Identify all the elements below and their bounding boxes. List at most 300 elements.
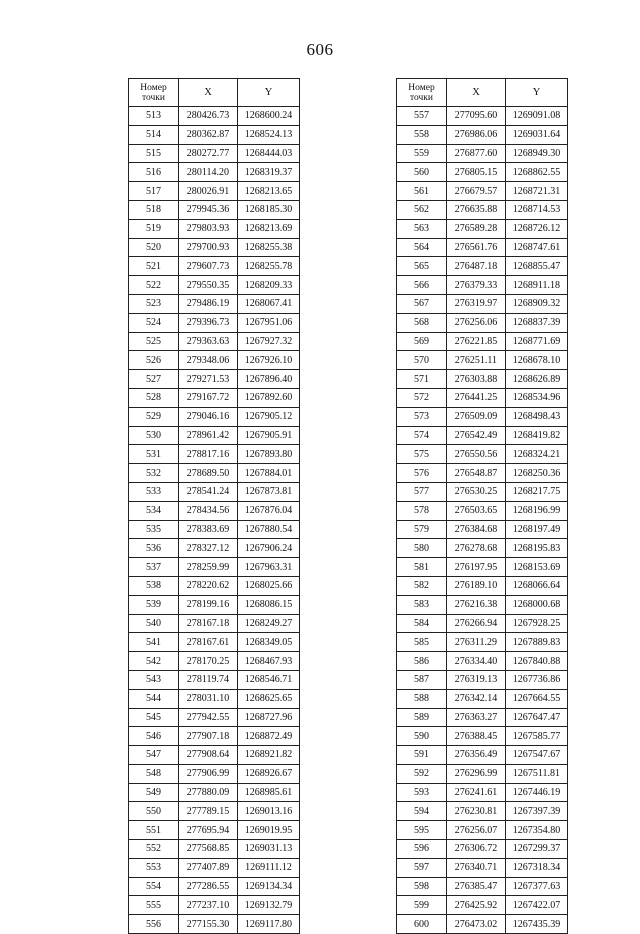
point-number-cell: 525 [129,332,179,351]
point-number-cell: 524 [129,313,179,332]
x-coordinate-cell: 277907.18 [179,727,238,746]
point-number-cell: 527 [129,370,179,389]
y-coordinate-cell: 1268209.33 [238,276,300,295]
table-row [129,464,300,483]
y-coordinate-cell: 1268600.24 [238,107,300,126]
x-coordinate-cell: 276384.68 [447,520,506,539]
y-coordinate-cell: 1267876.04 [238,501,300,520]
x-coordinate-cell: 276230.81 [447,802,506,821]
y-coordinate-cell: 1267446.19 [506,783,568,802]
point-number-cell: 535 [129,520,179,539]
table-row [397,670,568,689]
table-row [129,520,300,539]
y-coordinate-cell: 1267884.01 [238,464,300,483]
y-coordinate-cell: 1268217.75 [506,482,568,501]
table-row [129,896,300,915]
table-row [397,464,568,483]
y-coordinate-cell: 1268855.47 [506,257,568,276]
x-coordinate-cell: 276487.18 [447,257,506,276]
y-header: Y [238,79,300,107]
y-coordinate-cell: 1268255.38 [238,238,300,257]
x-coordinate-cell: 280026.91 [179,182,238,201]
point-number-cell: 543 [129,670,179,689]
x-coordinate-cell: 278383.69 [179,520,238,539]
y-coordinate-cell: 1268771.69 [506,332,568,351]
x-coordinate-cell: 276221.85 [447,332,506,351]
table-row [397,520,568,539]
y-coordinate-cell: 1269134.34 [238,877,300,896]
point-number-cell: 564 [397,238,447,257]
y-coordinate-cell: 1267873.81 [238,482,300,501]
x-header: X [447,79,506,107]
x-coordinate-cell: 278170.25 [179,652,238,671]
point-number-cell: 593 [397,783,447,802]
point-header-line2: точки [409,92,433,103]
table-row [397,652,568,671]
point-number-cell: 588 [397,689,447,708]
y-coordinate-cell: 1268000.68 [506,595,568,614]
y-coordinate-cell: 1268524.13 [238,125,300,144]
y-coordinate-cell: 1268419.82 [506,426,568,445]
y-coordinate-cell: 1269031.64 [506,125,568,144]
y-coordinate-cell: 1267422.07 [506,896,568,915]
x-coordinate-cell: 276877.60 [447,144,506,163]
y-coordinate-cell: 1268086.15 [238,595,300,614]
y-coordinate-cell: 1268153.69 [506,558,568,577]
point-number-cell: 592 [397,764,447,783]
x-coordinate-cell: 278327.12 [179,539,238,558]
table-row [397,163,568,182]
table-row [397,125,568,144]
x-coordinate-cell: 276319.13 [447,670,506,689]
y-coordinate-cell: 1268250.36 [506,464,568,483]
point-number-cell: 528 [129,388,179,407]
x-coordinate-cell: 279348.06 [179,351,238,370]
point-number-cell: 569 [397,332,447,351]
y-coordinate-cell: 1269132.79 [238,896,300,915]
y-coordinate-cell: 1267889.83 [506,633,568,652]
y-coordinate-cell: 1267905.91 [238,426,300,445]
x-coordinate-cell: 276379.33 [447,276,506,295]
y-coordinate-cell: 1267435.39 [506,915,568,934]
y-coordinate-cell: 1268534.96 [506,388,568,407]
x-coordinate-cell: 276256.06 [447,313,506,332]
x-coordinate-cell: 280362.87 [179,125,238,144]
y-coordinate-cell: 1267547.67 [506,746,568,765]
table-row [397,896,568,915]
y-coordinate-cell: 1269013.16 [238,802,300,821]
x-coordinate-cell: 277568.85 [179,840,238,859]
table-row [129,200,300,219]
table-body-right [397,107,568,934]
y-coordinate-cell: 1268195.83 [506,539,568,558]
y-coordinate-cell: 1268721.31 [506,182,568,201]
y-coordinate-cell: 1267397.39 [506,802,568,821]
table-row [129,783,300,802]
y-coordinate-cell: 1267299.37 [506,840,568,859]
table-row [397,200,568,219]
x-coordinate-cell: 277407.89 [179,858,238,877]
point-header-line1: Номер [140,82,167,93]
x-coordinate-cell: 279803.93 [179,219,238,238]
table-row [129,840,300,859]
y-coordinate-cell: 1267377.63 [506,877,568,896]
point-number-cell: 583 [397,595,447,614]
y-coordinate-cell: 1267736.86 [506,670,568,689]
x-coordinate-cell: 276986.06 [447,125,506,144]
y-coordinate-cell: 1268926.67 [238,764,300,783]
x-coordinate-cell: 279167.72 [179,388,238,407]
y-coordinate-cell: 1268197.49 [506,520,568,539]
table-row [397,238,568,257]
point-number-cell: 554 [129,877,179,896]
y-coordinate-cell: 1268837.39 [506,313,568,332]
point-number-cell: 517 [129,182,179,201]
table-row [129,802,300,821]
x-coordinate-cell: 277942.55 [179,708,238,727]
table-row [397,107,568,126]
y-coordinate-cell: 1267840.88 [506,652,568,671]
coordinates-table-left [128,78,300,934]
point-number-cell: 531 [129,445,179,464]
point-number-cell: 536 [129,539,179,558]
table-row [397,351,568,370]
table-row [397,595,568,614]
point-number-cell: 585 [397,633,447,652]
table-row [129,426,300,445]
point-number-cell: 584 [397,614,447,633]
point-number-cell: 542 [129,652,179,671]
table-row [129,727,300,746]
point-number-cell: 519 [129,219,179,238]
y-coordinate-cell: 1267963.31 [238,558,300,577]
y-coordinate-cell: 1268444.03 [238,144,300,163]
point-number-cell: 590 [397,727,447,746]
x-coordinate-cell: 278167.18 [179,614,238,633]
point-header-line2: точки [141,92,165,103]
x-coordinate-cell: 279607.73 [179,257,238,276]
x-coordinate-cell: 277695.94 [179,821,238,840]
y-header: Y [506,79,568,107]
x-coordinate-cell: 279271.53 [179,370,238,389]
x-header: X [179,79,238,107]
table-row [129,276,300,295]
y-coordinate-cell: 1268324.21 [506,445,568,464]
point-number-cell: 582 [397,576,447,595]
y-coordinate-cell: 1268921.82 [238,746,300,765]
point-number-cell: 570 [397,351,447,370]
x-coordinate-cell: 276509.09 [447,407,506,426]
table-row [397,840,568,859]
x-coordinate-cell: 276550.56 [447,445,506,464]
table-row [397,614,568,633]
table-row [129,858,300,877]
table-row [397,727,568,746]
x-coordinate-cell: 276303.88 [447,370,506,389]
x-coordinate-cell: 278541.24 [179,482,238,501]
y-coordinate-cell: 1268025.66 [238,576,300,595]
point-number-cell: 553 [129,858,179,877]
x-coordinate-cell: 279700.93 [179,238,238,257]
table-row [129,915,300,934]
point-number-cell: 550 [129,802,179,821]
y-coordinate-cell: 1267893.80 [238,445,300,464]
point-number-cell: 538 [129,576,179,595]
x-coordinate-cell: 279363.63 [179,332,238,351]
y-coordinate-cell: 1268909.32 [506,294,568,313]
y-coordinate-cell: 1269111.12 [238,858,300,877]
point-number-cell: 526 [129,351,179,370]
table-row [397,388,568,407]
x-coordinate-cell: 276542.49 [447,426,506,445]
point-number-cell: 573 [397,407,447,426]
table-row [129,539,300,558]
table-row [129,558,300,577]
x-coordinate-cell: 277095.60 [447,107,506,126]
x-coordinate-cell: 278689.50 [179,464,238,483]
x-coordinate-cell: 276548.87 [447,464,506,483]
table-row [129,501,300,520]
table-row [129,877,300,896]
y-coordinate-cell: 1269031.13 [238,840,300,859]
x-coordinate-cell: 276296.99 [447,764,506,783]
table-row [397,445,568,464]
x-coordinate-cell: 276356.49 [447,746,506,765]
x-coordinate-cell: 278119.74 [179,670,238,689]
point-number-cell: 565 [397,257,447,276]
x-coordinate-cell: 280272.77 [179,144,238,163]
y-coordinate-cell: 1267905.12 [238,407,300,426]
y-coordinate-cell: 1268626.89 [506,370,568,389]
table-row [129,633,300,652]
table-row [129,388,300,407]
y-coordinate-cell: 1268911.18 [506,276,568,295]
point-number-cell: 513 [129,107,179,126]
point-number-cell: 591 [397,746,447,765]
x-coordinate-cell: 278817.16 [179,445,238,464]
table-row [129,294,300,313]
y-coordinate-cell: 1268747.61 [506,238,568,257]
point-number-cell: 551 [129,821,179,840]
x-coordinate-cell: 277155.30 [179,915,238,934]
table-row [397,257,568,276]
y-coordinate-cell: 1268862.55 [506,163,568,182]
x-coordinate-cell: 278259.99 [179,558,238,577]
y-coordinate-cell: 1268726.12 [506,219,568,238]
point-number-cell: 521 [129,257,179,276]
y-coordinate-cell: 1267928.25 [506,614,568,633]
point-number-cell: 567 [397,294,447,313]
y-coordinate-cell: 1267906.24 [238,539,300,558]
x-coordinate-cell: 276561.76 [447,238,506,257]
point-number-cell: 548 [129,764,179,783]
x-coordinate-cell: 278220.62 [179,576,238,595]
x-coordinate-cell: 276189.10 [447,576,506,595]
x-coordinate-cell: 277237.10 [179,896,238,915]
page-number: 606 [306,40,334,59]
point-number-cell: 529 [129,407,179,426]
x-coordinate-cell: 277906.99 [179,764,238,783]
table-row [129,144,300,163]
x-coordinate-cell: 276266.94 [447,614,506,633]
table-row [397,294,568,313]
table-row [397,783,568,802]
y-coordinate-cell: 1267880.54 [238,520,300,539]
table-row [397,182,568,201]
x-coordinate-cell: 276363.27 [447,708,506,727]
point-number-cell: 596 [397,840,447,859]
table-row [129,764,300,783]
table-row [397,558,568,577]
x-coordinate-cell: 279486.19 [179,294,238,313]
point-number-cell: 561 [397,182,447,201]
point-number-cell: 599 [397,896,447,915]
point-number-cell: 562 [397,200,447,219]
y-coordinate-cell: 1267896.40 [238,370,300,389]
point-number-cell: 563 [397,219,447,238]
table-row [129,182,300,201]
y-coordinate-cell: 1267664.55 [506,689,568,708]
x-coordinate-cell: 276197.95 [447,558,506,577]
y-coordinate-cell: 1268949.30 [506,144,568,163]
table-row [397,276,568,295]
y-coordinate-cell: 1268213.65 [238,182,300,201]
table-row [129,689,300,708]
x-coordinate-cell: 276805.15 [447,163,506,182]
x-coordinate-cell: 276530.25 [447,482,506,501]
y-coordinate-cell: 1268213.69 [238,219,300,238]
x-coordinate-cell: 276216.38 [447,595,506,614]
x-coordinate-cell: 276441.25 [447,388,506,407]
table-row [129,708,300,727]
table-row [129,746,300,765]
table-row [397,407,568,426]
table-row [397,539,568,558]
y-coordinate-cell: 1268872.49 [238,727,300,746]
y-coordinate-cell: 1268349.05 [238,633,300,652]
table-row [397,332,568,351]
point-number-cell: 572 [397,388,447,407]
table-row [397,764,568,783]
x-coordinate-cell: 277789.15 [179,802,238,821]
x-coordinate-cell: 276425.92 [447,896,506,915]
table-row [397,219,568,238]
point-number-cell: 541 [129,633,179,652]
point-number-cell: 566 [397,276,447,295]
y-coordinate-cell: 1267354.80 [506,821,568,840]
y-coordinate-cell: 1268319.37 [238,163,300,182]
y-coordinate-cell: 1268727.96 [238,708,300,727]
x-coordinate-cell: 276635.88 [447,200,506,219]
y-coordinate-cell: 1268714.53 [506,200,568,219]
point-number-cell: 555 [129,896,179,915]
point-number-cell: 530 [129,426,179,445]
y-coordinate-cell: 1267892.60 [238,388,300,407]
table-row [397,858,568,877]
point-number-cell: 532 [129,464,179,483]
y-coordinate-cell: 1268067.41 [238,294,300,313]
point-number-cell: 578 [397,501,447,520]
point-header-line1: Номер [408,82,435,93]
x-coordinate-cell: 276256.07 [447,821,506,840]
table-row [129,482,300,501]
x-coordinate-cell: 276241.61 [447,783,506,802]
table-row [129,332,300,351]
y-coordinate-cell: 1268678.10 [506,351,568,370]
x-coordinate-cell: 276311.29 [447,633,506,652]
point-number-cell: 557 [397,107,447,126]
table-row [129,351,300,370]
table-row [129,595,300,614]
table-row [129,407,300,426]
point-number-cell: 518 [129,200,179,219]
x-coordinate-cell: 278167.61 [179,633,238,652]
y-coordinate-cell: 1268625.65 [238,689,300,708]
table-row [397,633,568,652]
table-row [129,257,300,276]
x-coordinate-cell: 277880.09 [179,783,238,802]
point-number-cell: 534 [129,501,179,520]
y-coordinate-cell: 1268185.30 [238,200,300,219]
point-number-cell: 571 [397,370,447,389]
x-coordinate-cell: 279550.35 [179,276,238,295]
point-number-cell: 522 [129,276,179,295]
y-coordinate-cell: 1268066.64 [506,576,568,595]
y-coordinate-cell: 1268249.27 [238,614,300,633]
table-row [129,576,300,595]
point-number-cell: 556 [129,915,179,934]
x-coordinate-cell: 278031.10 [179,689,238,708]
point-number-cell: 575 [397,445,447,464]
point-number-cell: 537 [129,558,179,577]
y-coordinate-cell: 1268985.61 [238,783,300,802]
table-row [129,313,300,332]
y-coordinate-cell: 1267647.47 [506,708,568,727]
point-number-cell: 545 [129,708,179,727]
table-row [397,802,568,821]
x-coordinate-cell: 276334.40 [447,652,506,671]
x-coordinate-cell: 276251.11 [447,351,506,370]
y-coordinate-cell: 1267318.34 [506,858,568,877]
x-coordinate-cell: 280426.73 [179,107,238,126]
table-row [397,576,568,595]
table-row [397,877,568,896]
table-row [129,670,300,689]
point-number-cell: 598 [397,877,447,896]
table-row [129,238,300,257]
table-row [129,219,300,238]
point-number-cell: 579 [397,520,447,539]
table-header-row [397,79,568,107]
point-number-cell: 533 [129,482,179,501]
point-number-cell: 520 [129,238,179,257]
point-number-cell: 568 [397,313,447,332]
y-coordinate-cell: 1267511.81 [506,764,568,783]
table-row [397,426,568,445]
x-coordinate-cell: 278961.42 [179,426,238,445]
point-number-cell: 581 [397,558,447,577]
point-number-cell: 547 [129,746,179,765]
table-body-left [129,107,300,934]
x-coordinate-cell: 276503.65 [447,501,506,520]
x-coordinate-cell: 276342.14 [447,689,506,708]
point-number-header [129,79,179,107]
table-row [129,125,300,144]
point-number-cell: 600 [397,915,447,934]
x-coordinate-cell: 276278.68 [447,539,506,558]
x-coordinate-cell: 276388.45 [447,727,506,746]
x-coordinate-cell: 278434.56 [179,501,238,520]
